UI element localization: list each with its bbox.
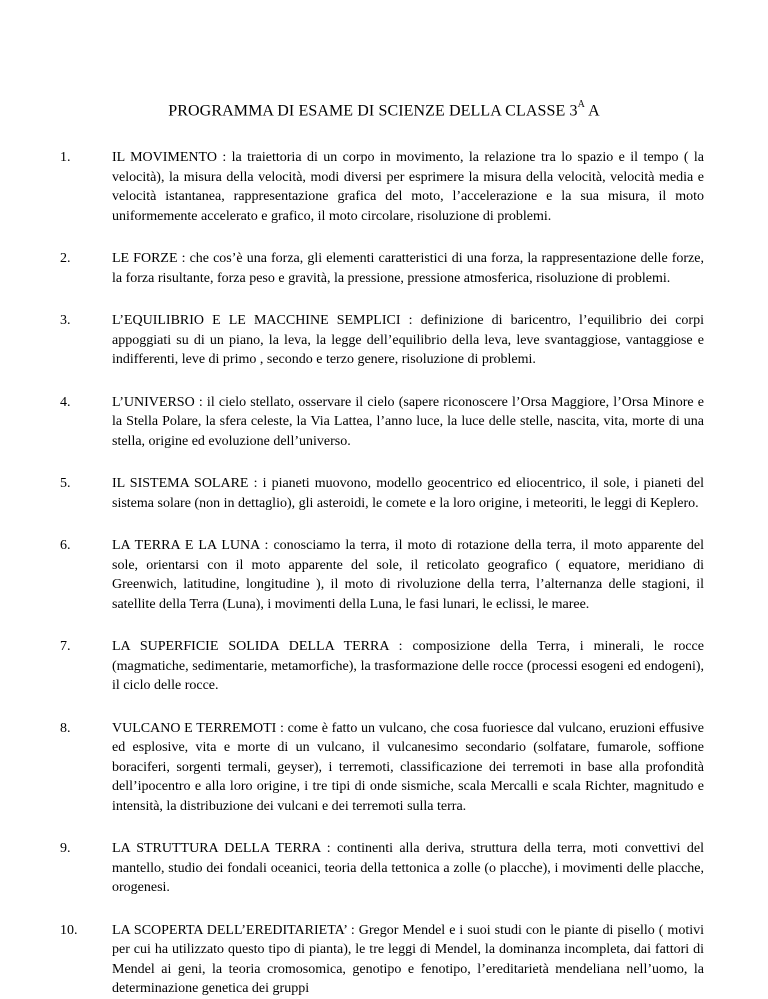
document-title (0, 101, 768, 120)
item-text: VULCANO E TERREMOTI : come è fatto un vulcano, che cosa fuoriesce dal vulcano, eruzioni effusive ed esplosive, vita e morte di un vulcano, il vulcanesimo secondario (solfatare, fumarole, soffione boraciferi, sorgenti termali, geyser), i terremoti, classificazione dei terremoti in base alla profondità dell’ipocentro e alla loro origine, i tre tipi di onde sismiche, scala Mercalli e scala Richter, magnitudo e intensità, la distribuzione dei vulcani e dei terremoti sulla terra. (112, 720, 704, 814)
program-item-8 (60, 719, 710, 817)
program-item-3 (60, 311, 710, 370)
program-item-2 (60, 249, 710, 288)
item-number: 3. (60, 313, 71, 328)
item-number: 4. (60, 394, 71, 410)
item-number: 10. (60, 922, 78, 938)
item-number: 5. (60, 476, 71, 491)
item-text: L’EQUILIBRIO E LE MACCHINE SEMPLICI : definizione di baricentro, l’equilibrio dei corpi appoggiati su di un piano, la leva, la legge dell’equilibrio della leva, leve svantaggiose, vantaggiose e indifferenti, leve di primo , secondo e terzo genere, risoluzione di problemi. (112, 313, 704, 367)
item-text: LA SCOPERTA DELL’EREDITARIETA’ : Gregor Mendel e i suoi studi con le piante di pisello ( motivi per cui ha utilizzato questo tipo di pianta), le tre leggi di Mendel, la dominanza incompleta, dai fattori di Mendel ai geni, la teoria cromosomica, genotipo e fenotipo, l’ereditarietà mendeliana nell’uomo, la determinazione genetica dei gruppi (112, 922, 704, 996)
item-text: LE FORZE : che cos’è una forza, gli elementi caratteristici di una forza, la rappresentazione delle forze, la forza risultante, forza peso e gravità, la pressione, pressione atmosferica, risoluzione di problemi. (112, 251, 704, 286)
item-text: LA SUPERFICIE SOLIDA DELLA TERRA : composizione della Terra, i minerali, le rocce (magmatiche, sedimentarie, metamorfiche), la trasformazione delle rocce (processi esogeni ed endogeni), il ciclo delle rocce. (112, 639, 704, 693)
item-number: 1. (60, 150, 71, 165)
item-number: 8. (60, 720, 71, 736)
program-item-1 (60, 148, 710, 226)
title-superscript: A (577, 99, 585, 110)
program-item-9 (60, 839, 710, 898)
item-number: 7. (60, 639, 71, 654)
program-item-6 (60, 536, 710, 614)
program-item-7 (60, 637, 710, 696)
item-number: 9. (60, 841, 71, 856)
item-text: L’UNIVERSO : il cielo stellato, osservare il cielo (sapere riconoscere l’Orsa Maggiore, l’Orsa Minore e la Stella Polare, la sfera celeste, la Via Lattea, l’anno luce, la luce delle stelle, nascita, vita, morte di una stella, origine ed evoluzione dell’universo. (112, 394, 704, 449)
program-item-5 (60, 474, 710, 513)
item-number: 6. (60, 538, 71, 553)
item-number: 2. (60, 251, 71, 266)
item-text: IL SISTEMA SOLARE : i pianeti muovono, modello geocentrico ed eliocentrico, il sole, i pianeti del sistema solare (non in dettaglio), gli asteroidi, le comete e la loro origine, i meteoriti, le leggi di Keplero. (112, 476, 704, 511)
item-text: IL MOVIMENTO : la traiettoria di un corpo in movimento, la relazione tra lo spazio e il tempo ( la velocità), la misura della velocità, modi diversi per esprimere la misura della velocità, velocità media e velocità istantanea, rappresentazione grafica del moto, l’accelerazione e la sua misura, il moto uniformemente accelerato e grafico, il moto circolare, risoluzione di problemi. (112, 150, 704, 224)
title-text: PROGRAMMA DI ESAME DI SCIENZE DELLA CLASSE 3 (168, 102, 578, 120)
title-suffix: A (584, 102, 600, 120)
item-text: LA STRUTTURA DELLA TERRA : continenti alla deriva, struttura della terra, moti convettivi del mantello, studio dei fondali oceanici, teoria della tettonica a zolle (o placche), i movimenti delle placche, orogenesi. (112, 841, 704, 895)
program-item-10 (60, 921, 710, 999)
item-text: LA TERRA E LA LUNA : conosciamo la terra, il moto di rotazione della terra, il moto apparente del sole, orientarsi con il moto apparente del sole, il reticolato geografico ( equatore, meridiano di Greenwich, latitudine, longitudine ), il moto di rivoluzione della terra, l’alternanza delle stagioni, il satellite della Terra (Luna), i movimenti della Luna, le fasi lunari, le eclissi, le maree. (112, 538, 704, 612)
program-item-4 (60, 393, 710, 452)
